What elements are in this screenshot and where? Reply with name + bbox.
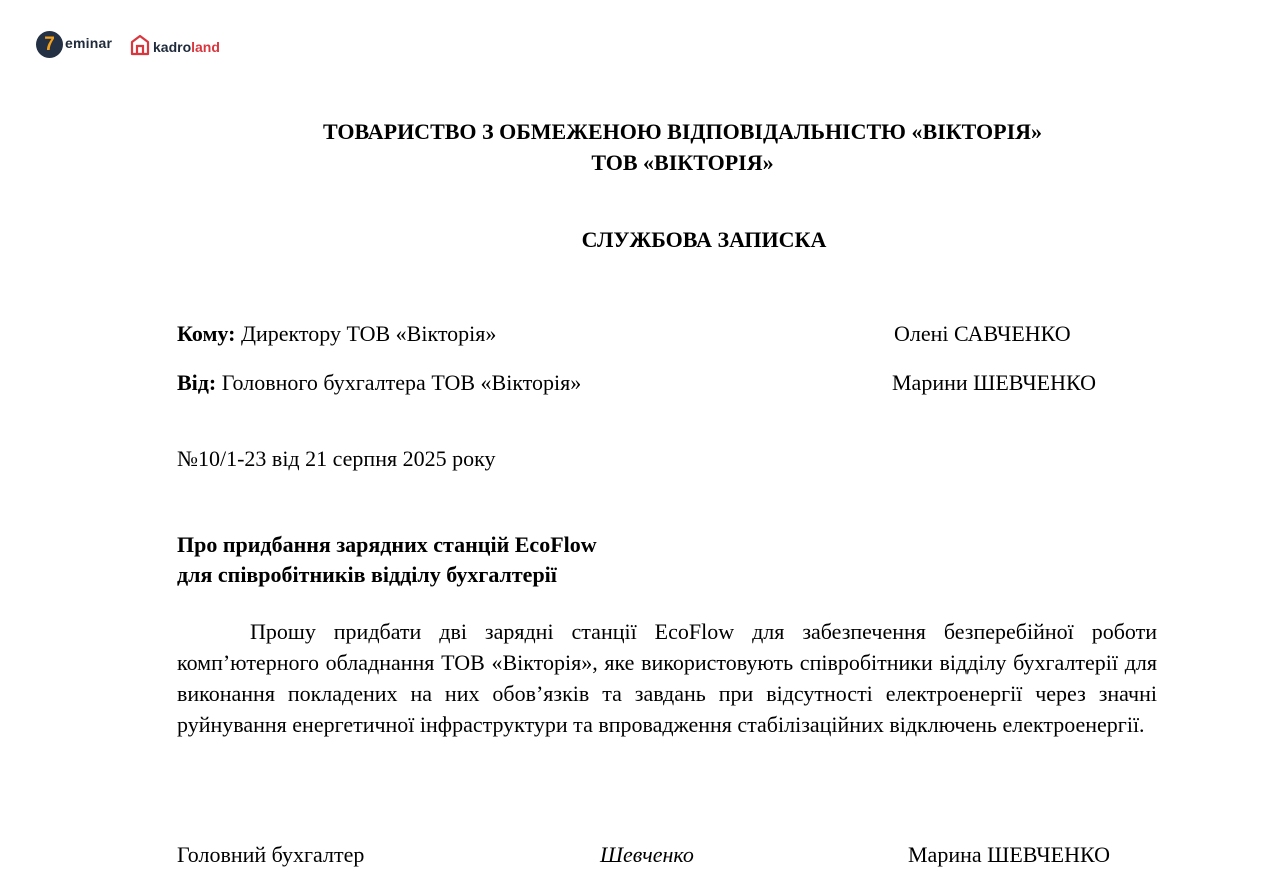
kadroland-house-icon bbox=[129, 34, 151, 56]
kadroland-suffix: land bbox=[191, 39, 220, 55]
kadroland-prefix: kadro bbox=[153, 39, 192, 55]
to-label: Кому: bbox=[177, 321, 236, 346]
from-position: Головного бухгалтера ТОВ «Вікторія» bbox=[221, 370, 582, 395]
seminar-logo-text: eminar bbox=[65, 35, 113, 51]
seminar-logo-icon: 7 bbox=[36, 31, 63, 58]
from-label: Від: bbox=[177, 370, 217, 395]
document-number-date: №10/1-23 від 21 серпня 2025 року bbox=[177, 446, 496, 471]
from-name: Марини ШЕВЧЕНКО bbox=[892, 370, 1096, 395]
subject-line-1: Про придбання зарядних станцій EcoFlow bbox=[177, 532, 597, 557]
company-full-name: ТОВАРИСТВО З ОБМЕЖЕНОЮ ВІДПОВІДАЛЬНІСТЮ «ВІКТОРІЯ» bbox=[322, 119, 1043, 144]
document-title: СЛУЖБОВА ЗАПИСКА bbox=[581, 227, 827, 252]
to-line bbox=[177, 321, 496, 347]
body-paragraph: Прошу придбати дві зарядні станції EcoFlow для забезпечення безперебійної роботи комп’ютерного обладнання ТОВ «Вікторія», яке використовують співробітники відділу бухгалтерії для виконання покладених на них обов’язків та завдань при відсутності електроенергії через значні руйнування енергетичної інфраструктури та впровадження стабілізаційних відключень електроенергії. bbox=[177, 619, 1157, 737]
signature-position: Головний бухгалтер bbox=[177, 842, 365, 867]
signature-handwritten: Шевченко bbox=[600, 842, 694, 867]
subject-line-2: для співробітників відділу бухгалтерії bbox=[177, 562, 557, 587]
to-name: Олені САВЧЕНКО bbox=[894, 321, 1071, 346]
kadroland-logo-text bbox=[153, 39, 220, 55]
from-line bbox=[177, 370, 581, 396]
company-short-name: ТОВ «ВІКТОРІЯ» bbox=[591, 150, 774, 175]
to-position: Директору ТОВ «Вікторія» bbox=[240, 321, 497, 346]
signature-name: Марина ШЕВЧЕНКО bbox=[908, 842, 1110, 867]
